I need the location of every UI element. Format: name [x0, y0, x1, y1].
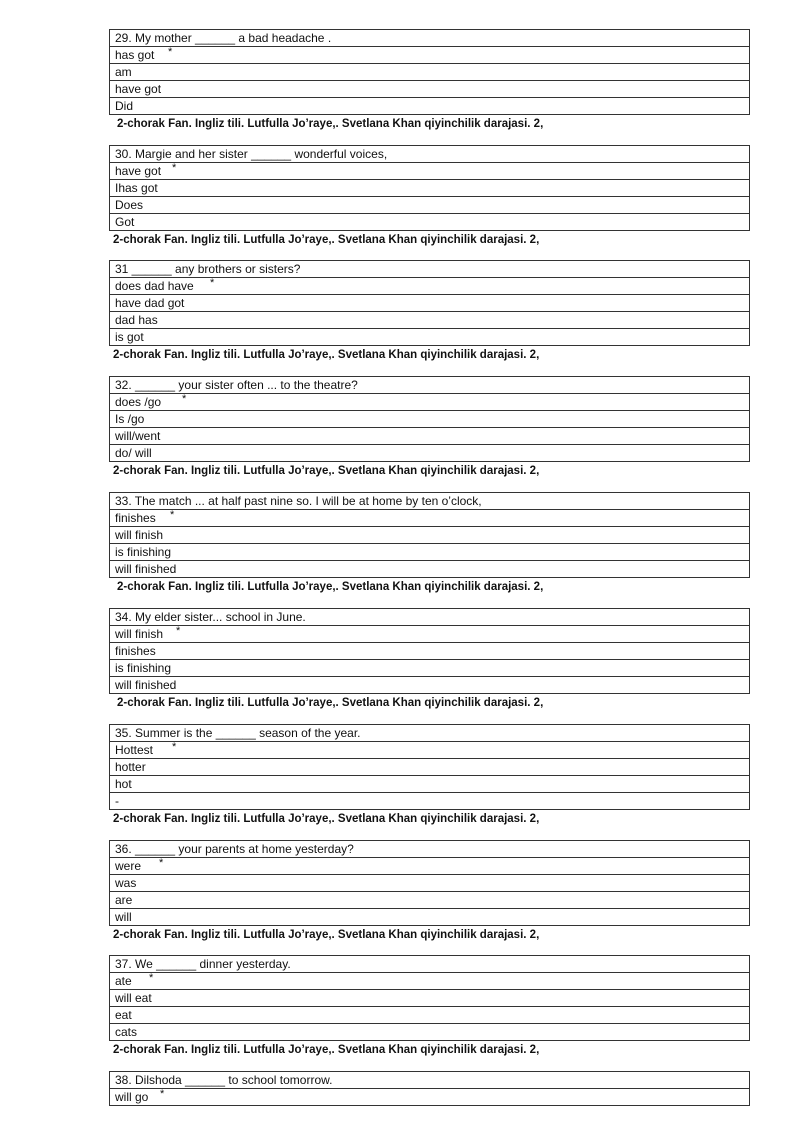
correct-answer-marker: *: [172, 741, 177, 753]
answer-option-label: has got: [115, 48, 155, 62]
footer-caption: 2-chorak Fan. Ingliz tili. Lutfulla Jo’raye,. Svetlana Khan qiyinchilik darajasi. 2,: [117, 118, 544, 130]
answer-option[interactable]: [110, 97, 749, 114]
answer-option[interactable]: [110, 277, 749, 294]
answer-option[interactable]: [110, 179, 749, 196]
answer-option-label: is finishing: [115, 545, 172, 559]
question-table: [109, 724, 750, 810]
answer-option[interactable]: [110, 46, 749, 63]
answer-option-label: will finish: [115, 627, 164, 641]
answer-option-label: finishes: [115, 644, 156, 658]
correct-answer-marker: *: [149, 972, 154, 984]
answer-option-label: hot: [115, 777, 132, 791]
answer-option-label: am: [115, 65, 132, 79]
question-block: [109, 492, 750, 578]
answer-option-label: is got: [115, 330, 144, 344]
correct-answer-marker: *: [210, 277, 215, 289]
answer-option-label: will eat: [115, 991, 152, 1005]
answer-option[interactable]: [110, 758, 749, 775]
question-text: 38. Dilshoda ______ to school tomorrow.: [115, 1073, 333, 1087]
footer-caption: 2-chorak Fan. Ingliz tili. Lutfulla Jo’raye,. Svetlana Khan qiyinchilik darajasi. 2,: [113, 465, 540, 477]
answer-option[interactable]: [110, 1088, 749, 1105]
footer-caption: 2-chorak Fan. Ingliz tili. Lutfulla Jo’raye,. Svetlana Khan qiyinchilik darajasi. 2,: [113, 1044, 540, 1056]
question-text: 37. We ______ dinner yesterday.: [115, 957, 291, 971]
question-block: [109, 955, 750, 1041]
answer-option[interactable]: [110, 63, 749, 80]
answer-option[interactable]: [110, 328, 749, 345]
answer-option[interactable]: [110, 741, 749, 758]
answer-option-label: is finishing: [115, 661, 172, 675]
answer-option-label: have got: [115, 82, 162, 96]
answer-option[interactable]: [110, 659, 749, 676]
answer-option-label: Hottest: [115, 743, 154, 757]
answer-option[interactable]: [110, 526, 749, 543]
answer-option-label: hotter: [115, 760, 146, 774]
answer-option-label: Ihas got: [115, 181, 158, 195]
answer-option-label: Got: [115, 215, 135, 229]
answer-option-label: will finished: [115, 678, 177, 692]
question-text: 32. ______ your sister often ... to the theatre?: [115, 378, 358, 392]
question-block: [109, 260, 750, 346]
question-table: [109, 492, 750, 578]
answer-option[interactable]: [110, 560, 749, 577]
question-block: [109, 724, 750, 810]
answer-option-label: will go: [115, 1090, 149, 1104]
answer-option-label: will: [115, 910, 132, 924]
answer-option[interactable]: [110, 874, 749, 891]
answer-option[interactable]: [110, 162, 749, 179]
answer-option-label: will/went: [115, 429, 161, 443]
correct-answer-marker: *: [182, 393, 187, 405]
answer-option[interactable]: [110, 294, 749, 311]
question-block: [109, 29, 750, 115]
question-table: [109, 608, 750, 694]
answer-option[interactable]: [110, 792, 749, 809]
answer-option-label: Does: [115, 198, 144, 212]
question-text: 29. My mother ______ a bad headache .: [115, 31, 332, 45]
answer-option-label: was: [115, 876, 137, 890]
question-table: [109, 840, 750, 926]
answer-option-label: do/ will: [115, 446, 152, 460]
answer-option-label: dad has: [115, 313, 158, 327]
answer-option-label: are: [115, 893, 133, 907]
answer-option[interactable]: [110, 196, 749, 213]
answer-option-label: finishes: [115, 511, 156, 525]
answer-option[interactable]: [110, 676, 749, 693]
question-block: [109, 1071, 750, 1106]
footer-caption: 2-chorak Fan. Ingliz tili. Lutfulla Jo’raye,. Svetlana Khan qiyinchilik darajasi. 2,: [113, 813, 540, 825]
answer-option-label: -: [115, 794, 119, 808]
question-block: [109, 376, 750, 462]
correct-answer-marker: *: [172, 162, 177, 174]
answer-option-label: Did: [115, 99, 134, 113]
correct-answer-marker: *: [176, 625, 181, 637]
footer-caption: 2-chorak Fan. Ingliz tili. Lutfulla Jo’raye,. Svetlana Khan qiyinchilik darajasi. 2,: [113, 349, 540, 361]
answer-option-label: were: [115, 859, 142, 873]
question-table: [109, 1071, 750, 1106]
question-text: 30. Margie and her sister ______ wonderful voices,: [115, 147, 388, 161]
footer-caption: 2-chorak Fan. Ingliz tili. Lutfulla Jo’raye,. Svetlana Khan qiyinchilik darajasi. 2,: [117, 581, 544, 593]
answer-option-label: does /go: [115, 395, 162, 409]
answer-option[interactable]: [110, 393, 749, 410]
answer-option[interactable]: [110, 972, 749, 989]
answer-option[interactable]: [110, 908, 749, 925]
answer-option[interactable]: [110, 543, 749, 560]
answer-option[interactable]: [110, 989, 749, 1006]
answer-option[interactable]: [110, 625, 749, 642]
correct-answer-marker: *: [168, 46, 173, 58]
answer-option-label: will finished: [115, 562, 177, 576]
question-text: 31 ______ any brothers or sisters?: [115, 262, 301, 276]
answer-option[interactable]: [110, 891, 749, 908]
answer-option[interactable]: [110, 509, 749, 526]
footer-caption: 2-chorak Fan. Ingliz tili. Lutfulla Jo’raye,. Svetlana Khan qiyinchilik darajasi. 2,: [113, 929, 540, 941]
question-table: [109, 260, 750, 346]
answer-option[interactable]: [110, 427, 749, 444]
answer-option[interactable]: [110, 80, 749, 97]
answer-option-label: have dad got: [115, 296, 185, 310]
correct-answer-marker: *: [170, 509, 175, 521]
answer-option-label: does dad have: [115, 279, 194, 293]
question-text: 35. Summer is the ______ season of the year.: [115, 726, 361, 740]
question-table: [109, 955, 750, 1041]
answer-option[interactable]: [110, 775, 749, 792]
question-text: 34. My elder sister... school in June.: [115, 610, 306, 624]
question-table: [109, 29, 750, 115]
answer-option-label: Is /go: [115, 412, 145, 426]
footer-caption: 2-chorak Fan. Ingliz tili. Lutfulla Jo’raye,. Svetlana Khan qiyinchilik darajasi. 2,: [113, 234, 540, 246]
question-text: 33. The match ... at half past nine so. I will be at home by ten o’clock,: [115, 494, 482, 508]
answer-option[interactable]: [110, 642, 749, 659]
answer-option-label: ate: [115, 974, 132, 988]
answer-option[interactable]: [110, 1023, 749, 1040]
answer-option-label: eat: [115, 1008, 132, 1022]
question-block: [109, 608, 750, 694]
answer-option[interactable]: [110, 213, 749, 230]
answer-option[interactable]: [110, 444, 749, 461]
answer-option[interactable]: [110, 410, 749, 427]
answer-option[interactable]: [110, 857, 749, 874]
answer-option[interactable]: [110, 311, 749, 328]
question-table: [109, 376, 750, 462]
answer-option-label: have got: [115, 164, 162, 178]
footer-caption: 2-chorak Fan. Ingliz tili. Lutfulla Jo’raye,. Svetlana Khan qiyinchilik darajasi. 2,: [117, 697, 544, 709]
question-block: [109, 840, 750, 926]
answer-option-label: will finish: [115, 528, 164, 542]
question-table: [109, 145, 750, 231]
question-text: 36. ______ your parents at home yesterday?: [115, 842, 354, 856]
answer-option[interactable]: [110, 1006, 749, 1023]
question-block: [109, 145, 750, 231]
correct-answer-marker: *: [160, 1088, 165, 1100]
correct-answer-marker: *: [159, 857, 164, 869]
answer-option-label: cats: [115, 1025, 138, 1039]
